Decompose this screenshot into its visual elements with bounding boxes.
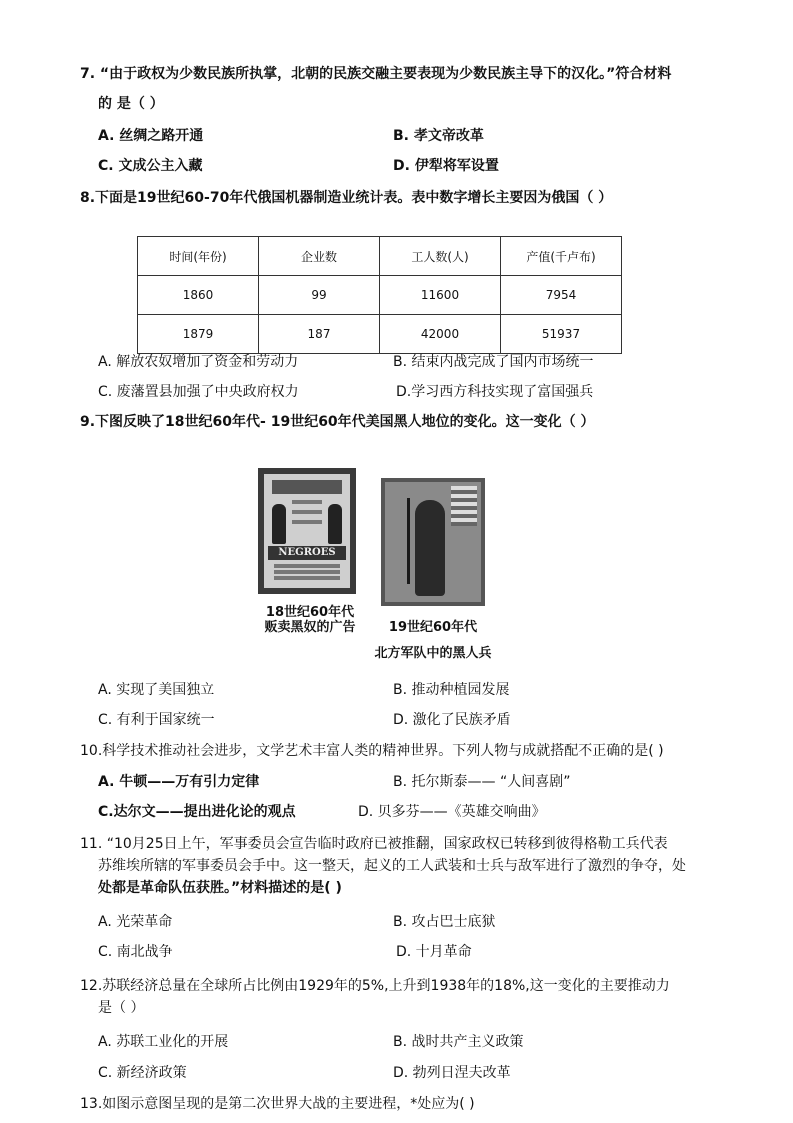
- table-cell: 51937: [501, 315, 622, 354]
- q10-option-d[interactable]: D. 贝多芬——《英雄交响曲》: [358, 804, 546, 820]
- q12-option-d[interactable]: D. 勃列日涅夫改革: [393, 1065, 511, 1081]
- caption-left-line2: 贩卖黑奴的广告: [264, 620, 356, 635]
- q7-stem-line1: 7. “由于政权为少数民族所执掌，北朝的民族交融主要表现为少数民族主导下的汉化。”符合材料: [80, 66, 672, 82]
- table-header-cell: 企业数: [259, 237, 380, 276]
- caption-right-line1: 19世纪60年代: [388, 620, 478, 635]
- q12-option-b[interactable]: B. 战时共产主义政策: [393, 1034, 524, 1050]
- q8-stem: 8.下面是19世纪60-70年代俄国机器制造业统计表。表中数字增长主要因为俄国（ ）: [80, 190, 613, 206]
- table-cell: 187: [259, 315, 380, 354]
- q8-option-c[interactable]: C. 废藩置县加强了中央政府权力: [98, 384, 299, 400]
- q9-option-b[interactable]: B. 推动种植园发展: [393, 682, 510, 698]
- q8-option-d[interactable]: D.学习西方科技实现了富国强兵: [396, 384, 594, 400]
- q7-option-a[interactable]: A. 丝绸之路开通: [98, 128, 204, 144]
- q10-option-c[interactable]: C.达尔文——提出进化论的观点: [98, 804, 296, 820]
- q9-option-a[interactable]: A. 实现了美国独立: [98, 682, 215, 698]
- q8-option-a[interactable]: A. 解放农奴增加了资金和劳动力: [98, 354, 299, 370]
- q9-stem: 9.下图反映了18世纪60年代- 19世纪60年代美国黑人地位的变化。这一变化（ ）: [80, 414, 595, 430]
- table-cell: 42000: [380, 315, 501, 354]
- black-soldier-photo-image: [381, 478, 485, 606]
- q11-option-c[interactable]: C. 南北战争: [98, 944, 173, 960]
- poster-headline: NEGROES: [278, 547, 336, 558]
- table-cell: 1860: [138, 276, 259, 315]
- caption-right-line2: 北方军队中的黑人兵: [374, 646, 492, 661]
- q11-option-d[interactable]: D. 十月革命: [396, 944, 472, 960]
- q12-option-a[interactable]: A. 苏联工业化的开展: [98, 1034, 229, 1050]
- q7-option-d[interactable]: D. 伊犁将军设置: [393, 158, 499, 174]
- q8-option-b[interactable]: B. 结束内战完成了国内市场统一: [393, 354, 594, 370]
- table-cell: 7954: [501, 276, 622, 315]
- q11-stem-line3: 处都是革命队伍获胜。”材料描述的是( ): [98, 880, 342, 896]
- q12-stem-line2: 是（ ）: [98, 1000, 145, 1016]
- table-header-cell: 工人数(人): [380, 237, 501, 276]
- q7-option-c[interactable]: C. 文成公主入藏: [98, 158, 203, 174]
- table-row: [138, 276, 622, 315]
- q13-stem: 13.如图示意图呈现的是第二次世界大战的主要进程，*处应为( ): [80, 1096, 475, 1112]
- q11-stem-line1: 11. “10月25日上午，军事委员会宣告临时政府已被推翻，国家政权已转移到彼得格勒工兵代表: [80, 836, 668, 852]
- table-row: [138, 315, 622, 354]
- table-header-row: [138, 237, 622, 276]
- q12-stem-line1: 12.苏联经济总量在全球所占比例由1929年的5%,上升到1938年的18%,这一变化的主要推动力: [80, 978, 670, 994]
- table-cell: 1879: [138, 315, 259, 354]
- q11-option-a[interactable]: A. 光荣革命: [98, 914, 173, 930]
- table-cell: 11600: [380, 276, 501, 315]
- q12-option-c[interactable]: C. 新经济政策: [98, 1065, 187, 1081]
- table-header-cell: 产值(千卢布): [501, 237, 622, 276]
- q10-stem: 10.科学技术推动社会进步，文学艺术丰富人类的精神世界。下列人物与成就搭配不正确的是( ): [80, 743, 664, 759]
- table-header-cell: 时间(年份): [138, 237, 259, 276]
- q10-option-b[interactable]: B. 托尔斯泰—— “人间喜剧”: [393, 774, 571, 790]
- q10-option-a[interactable]: A. 牛顿——万有引力定律: [98, 774, 260, 790]
- q9-option-c[interactable]: C. 有利于国家统一: [98, 712, 215, 728]
- slave-sale-poster-image: [258, 468, 356, 594]
- caption-left-line1: 18世纪60年代: [265, 605, 355, 620]
- q11-stem-line2: 苏维埃所辖的军事委员会手中。这一整天，起义的工人武装和士兵与敌军进行了激烈的争夺，处: [98, 858, 686, 874]
- table-cell: 99: [259, 276, 380, 315]
- q7-option-b[interactable]: B. 孝文帝改革: [393, 128, 484, 144]
- q8-statistics-table: [137, 236, 622, 354]
- q11-option-b[interactable]: B. 攻占巴士底狱: [393, 914, 496, 930]
- q9-option-d[interactable]: D. 激化了民族矛盾: [393, 712, 511, 728]
- q7-stem-line2: 的 是（ ）: [98, 96, 164, 112]
